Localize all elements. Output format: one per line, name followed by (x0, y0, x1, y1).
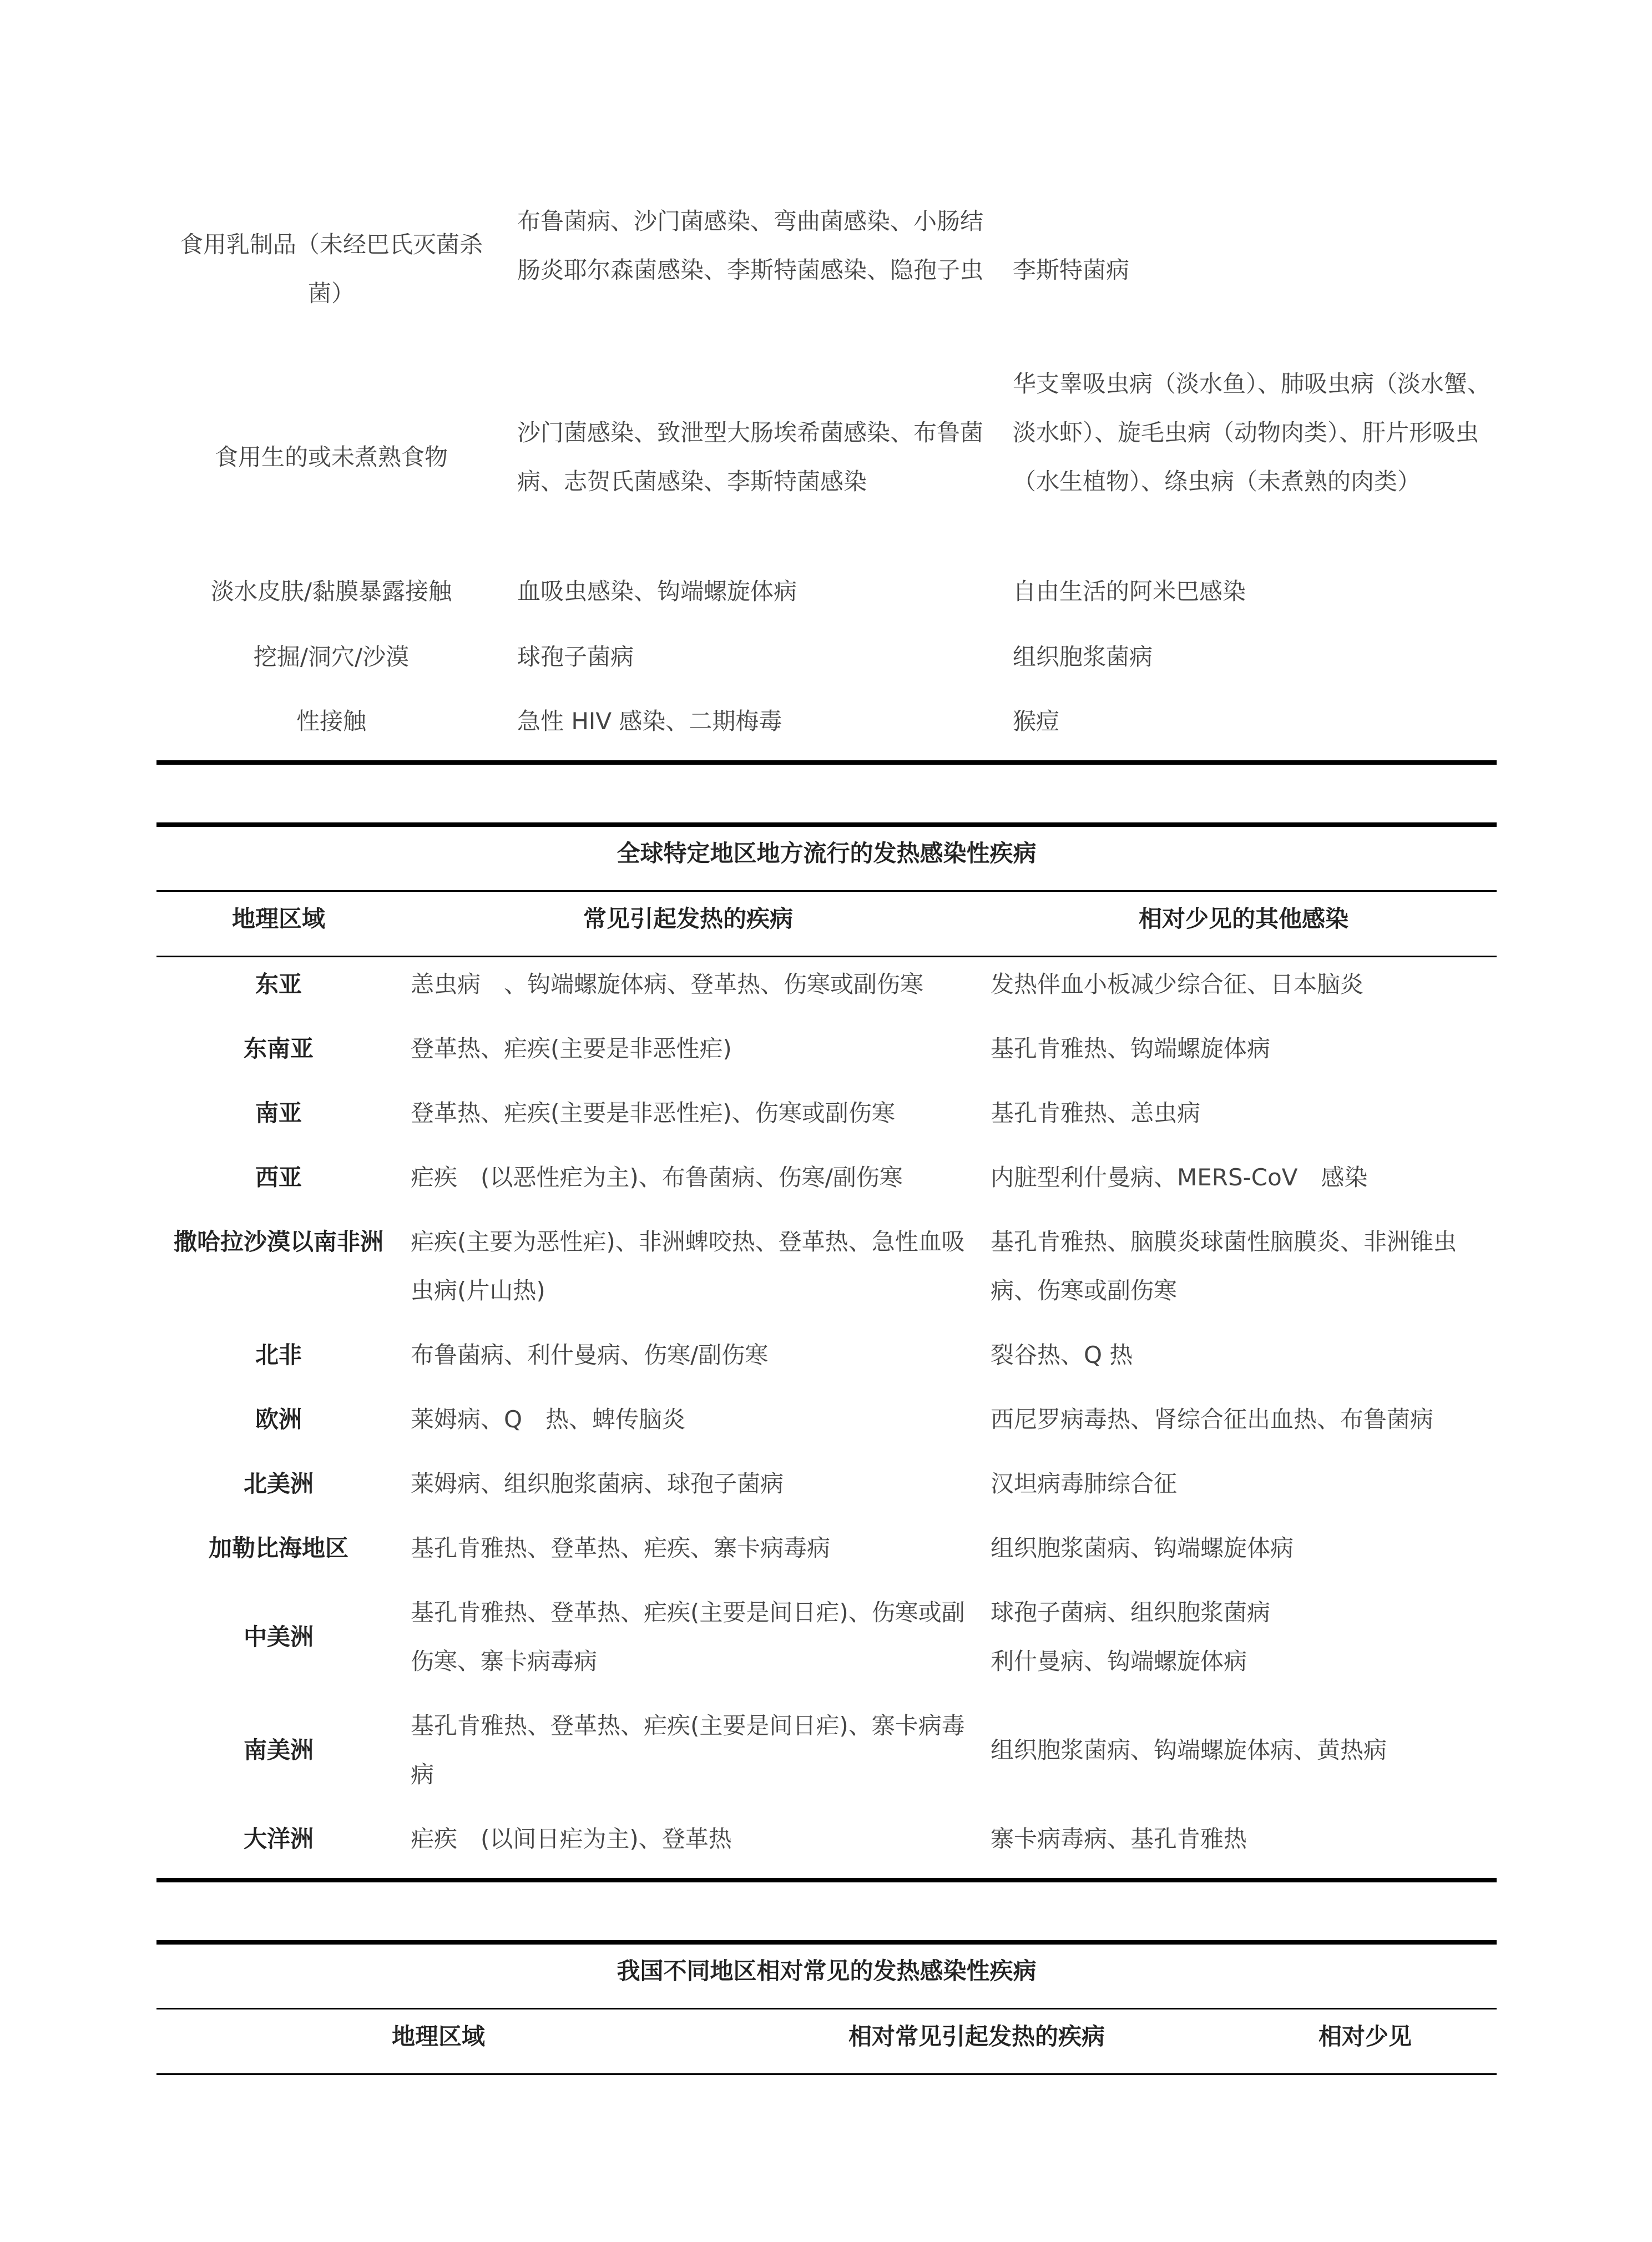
rare-cell: 裂谷热、Q 热 (991, 1341, 1133, 1369)
exposure-cell: 食用乳制品（未经巴氏灭菌杀菌） (179, 231, 483, 307)
exposure-cell: 淡水皮肤/黏膜暴露接触 (210, 578, 452, 605)
table-row (156, 567, 1497, 616)
common-cell: 布鲁菌病、沙门菌感染、弯曲菌感染、小肠结肠炎耶尔森菌感染、李斯特菌感染、隐孢子虫 (517, 208, 984, 284)
common-cell: 莱姆病、Q 热、蜱传脑炎 (411, 1406, 686, 1433)
rare-cell: 寨卡病毒病、基孔肯雅热 (991, 1825, 1247, 1852)
caption-rule (156, 2008, 1497, 2009)
region-cell: 撒哈拉沙漠以南非洲 (173, 1228, 383, 1255)
table-top-rule (156, 1940, 1497, 1945)
rare-cell: 基孔肯雅热、脑膜炎球菌性脑膜炎、非洲锥虫病、伤寒或副伤寒 (991, 1228, 1457, 1304)
region-cell: 北非 (255, 1341, 302, 1369)
region-cell: 中美洲 (243, 1623, 314, 1650)
table-row (156, 1815, 1497, 1864)
common-cell: 血吸虫感染、钩端螺旋体病 (517, 578, 797, 605)
table-row (156, 1218, 1497, 1315)
common-cell: 恙虫病 、钩端螺旋体病、登革热、伤寒或副伤寒 (411, 971, 924, 998)
common-cell: 莱姆病、组织胞浆菌病、球孢子菌病 (411, 1470, 784, 1497)
rare-cell: 华支睾吸虫病（淡水鱼）、肺吸虫病（淡水蟹、淡水虾）、旋毛虫病（动物肉类）、肝片形吸虫（水生植物）、绦虫病（未煮熟的肉类） (1013, 370, 1491, 495)
table-caption: 全球特定地区地方流行的发热感染性疾病 (617, 840, 1037, 867)
rare-cell: 西尼罗病毒热、肾综合征出血热、布鲁菌病 (991, 1406, 1434, 1433)
region-cell: 东南亚 (243, 1035, 314, 1062)
table-row (156, 697, 1497, 746)
table-row (156, 360, 1497, 555)
rare-cell: 基孔肯雅热、钩端螺旋体病 (991, 1035, 1271, 1062)
table-row (156, 1524, 1497, 1573)
common-cell: 沙门菌感染、致泄型大肠埃希菌感染、布鲁菌病、志贺氏菌感染、李斯特菌感染 (517, 419, 984, 495)
region-cell: 大洋洲 (243, 1825, 314, 1852)
header-rare: 相对少见的其他感染 (1138, 905, 1348, 932)
region-cell: 东亚 (255, 971, 302, 998)
common-cell: 基孔肯雅热、登革热、疟疾、寨卡病毒病 (411, 1534, 831, 1562)
table-row (156, 1331, 1497, 1380)
exposure-cell: 食用生的或未煮熟食物 (214, 443, 448, 471)
common-cell: 疟疾 (以间日疟为主)、登革热 (411, 1825, 732, 1852)
table-row (156, 960, 1497, 1009)
table-top-rule (156, 822, 1497, 827)
header-common: 相对常见引起发热的疾病 (848, 2023, 1105, 2050)
region-cell: 南亚 (255, 1099, 302, 1127)
rare-cell: 内脏型利什曼病、MERS-CoV 感染 (991, 1164, 1368, 1191)
rare-cell: 球孢子菌病、组织胞浆菌病 利什曼病、钩端螺旋体病 (991, 1599, 1271, 1675)
common-cell: 疟疾 (以恶性疟为主)、布鲁菌病、伤寒/副伤寒 (411, 1164, 903, 1191)
header-rule (156, 2073, 1497, 2075)
header-rule (156, 956, 1497, 957)
table-row (156, 1588, 1497, 1686)
rare-cell: 组织胞浆菌病、钩端螺旋体病、黄热病 (991, 1736, 1387, 1764)
table-bottom-rule (156, 760, 1497, 765)
region-cell: 北美洲 (243, 1470, 314, 1497)
caption-rule (156, 890, 1497, 892)
table-row (156, 1089, 1497, 1138)
table-bottom-rule (156, 1878, 1497, 1882)
table-row (156, 1395, 1497, 1444)
region-cell: 西亚 (255, 1164, 302, 1191)
common-cell: 登革热、疟疾(主要是非恶性疟) (411, 1035, 732, 1062)
header-common: 常见引起发热的疾病 (583, 905, 793, 932)
table-row (156, 1024, 1497, 1073)
header-region: 地理区域 (391, 2023, 485, 2050)
region-cell: 南美洲 (243, 1736, 314, 1764)
table-row (156, 1701, 1497, 1799)
table-caption: 我国不同地区相对常见的发热感染性疾病 (617, 1957, 1037, 1985)
rare-cell: 组织胞浆菌病、钩端螺旋体病 (991, 1534, 1294, 1562)
table-row (156, 1460, 1497, 1508)
rare-cell: 组织胞浆菌病 (1013, 643, 1153, 670)
rare-cell: 李斯特菌病 (1013, 256, 1130, 284)
common-cell: 基孔肯雅热、登革热、疟疾(主要是间日疟)、伤寒或副伤寒、寨卡病毒病 (411, 1599, 965, 1675)
region-cell: 欧洲 (255, 1406, 302, 1433)
common-cell: 球孢子菌病 (517, 643, 634, 670)
exposure-cell: 性接触 (296, 708, 366, 735)
rare-cell: 猴痘 (1013, 708, 1060, 735)
exposure-cell: 挖掘/洞穴/沙漠 (253, 643, 410, 670)
header-rare: 相对少见 (1318, 2023, 1412, 2050)
region-cell: 加勒比海地区 (208, 1534, 348, 1562)
common-cell: 急性 HIV 感染、二期梅毒 (517, 708, 782, 735)
rare-cell: 发热伴血小板减少综合征、日本脑炎 (991, 971, 1364, 998)
common-cell: 基孔肯雅热、登革热、疟疾(主要是间日疟)、寨卡病毒病 (411, 1712, 965, 1788)
table-row (156, 1153, 1497, 1202)
common-cell: 疟疾(主要为恶性疟)、非洲蜱咬热、登革热、急性血吸虫病(片山热) (411, 1228, 965, 1304)
common-cell: 登革热、疟疾(主要是非恶性疟)、伤寒或副伤寒 (411, 1099, 895, 1127)
table-row (156, 633, 1497, 681)
table-row (156, 197, 1497, 341)
rare-cell: 基孔肯雅热、恙虫病 (991, 1099, 1201, 1127)
rare-cell: 汉坦病毒肺综合征 (991, 1470, 1178, 1497)
common-cell: 布鲁菌病、利什曼病、伤寒/副伤寒 (411, 1341, 769, 1369)
rare-cell: 自由生活的阿米巴感染 (1013, 578, 1246, 605)
header-region: 地理区域 (231, 905, 325, 932)
